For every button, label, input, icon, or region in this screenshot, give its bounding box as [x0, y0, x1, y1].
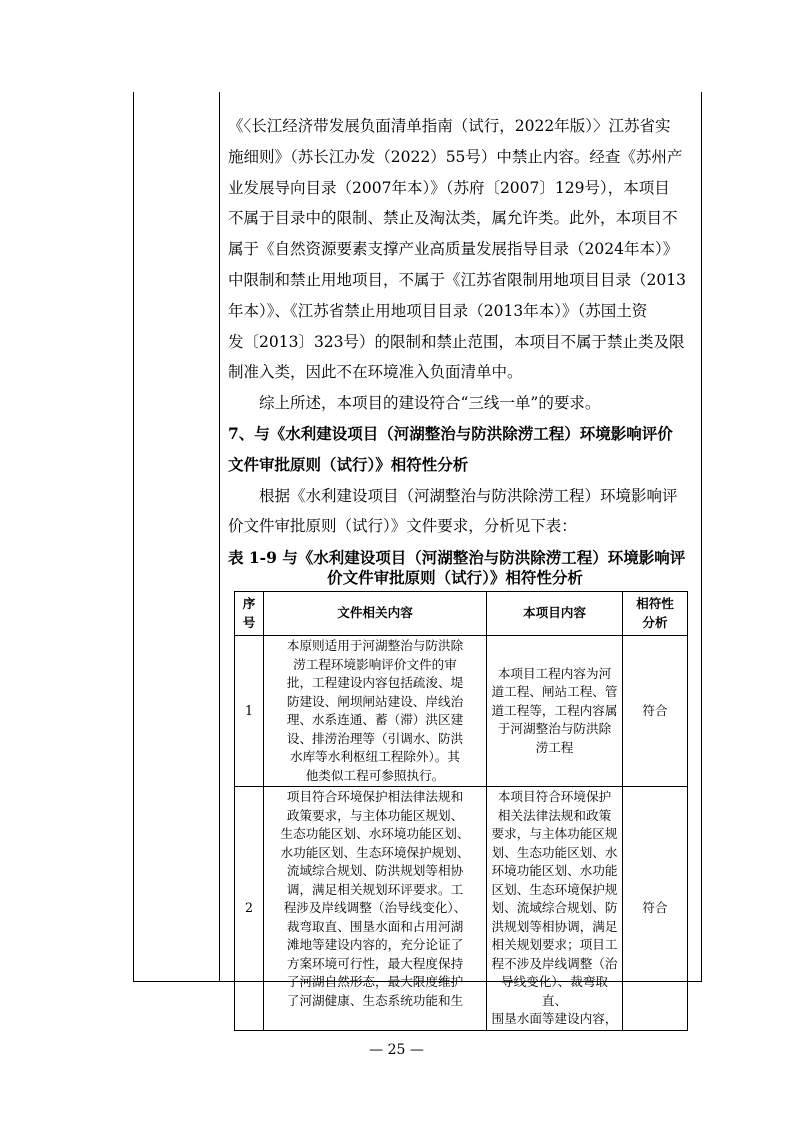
- header-compliance: 相符性 分析: [623, 592, 688, 636]
- row-doc-content: 项目符合环境保护相法律法规和 政策要求，与主体功能区规划、 生态功能区划、水环境功能区划、 水功能区划、生态环境保护规划、 流域综合规划、防洪规划等相协 调，满足相关规划环评要求。工 程涉及岸线调整（治导线变化）、 裁弯取直、围垦水面和占用河湖 滩地等建设内容的，充分论证了 方案环境可行性，最大程度保持 了河湖自然形态，最大限度维护 了河湖健康、生态系统功能和生: [264, 787, 487, 1031]
- summary-paragraph: 综上所述，本项目的建设符合“三线一单”的要求。: [259, 394, 601, 413]
- row-result: 符合: [623, 636, 688, 787]
- table-row: [235, 787, 688, 1031]
- header-doc-content: 文件相关内容: [264, 592, 487, 636]
- header-seq: 序 号: [235, 592, 264, 636]
- row-seq: 2: [235, 787, 264, 1031]
- header-project-content: 本项目内容: [487, 592, 623, 636]
- row-result: 符合: [623, 787, 688, 1031]
- table-caption-line2: 价文件审批原则（试行）》相符性分析: [327, 568, 583, 588]
- compliance-table: [234, 591, 688, 1031]
- row-project-content: 本项目工程内容为河 道工程、闸站工程、管 道工程等，工程内容属 于河湖整治与防洪除 涝工程: [487, 636, 623, 787]
- table-caption-line1: 表 1-9 与《水利建设项目（河湖整治与防洪除涝工程）环境影响评: [228, 548, 686, 568]
- body-line: 中限制和禁止用地项目，不属于《江苏省限制用地项目目录（2013: [228, 270, 686, 289]
- section-heading-line1: 7、与《水利建设项目（河湖整治与防洪除涝工程）环境影响评价: [228, 423, 673, 443]
- body-line: 制准入类，因此不在环境准入负面清单中。: [228, 363, 523, 382]
- intro-line2: 价文件审批原则（试行）》文件要求，分析见下表：: [228, 517, 577, 536]
- body-line: 《〈长江经济带发展负面清单指南（试行，2022年版）〉江苏省实: [228, 117, 671, 135]
- row-project-content: 本项目符合环境保护 相关法律法规和政策 要求，与主体功能区规 划、生态功能区划、水 环境功能区划、水功能 区划、生态环境保护规 划、流域综合规划、防 洪规划等相协调，满足 相关规划要求；项目工 程不涉及岸线调整（治 导线变化）、裁弯取直、 围垦水面等建设内容，: [487, 787, 623, 1031]
- column-divider: [219, 92, 220, 981]
- body-line: 发〔2013〕323号）的限制和禁止范围，本项目不属于禁止类及限: [228, 332, 685, 351]
- body-line: 年本）》、《江苏省禁止用地项目目录（2013年本）》（苏国土资: [228, 301, 648, 320]
- table-row: [235, 636, 688, 787]
- intro-line1: 根据《水利建设项目（河湖整治与防洪除涝工程）环境影响评: [259, 486, 678, 505]
- section-heading-line2: 文件审批原则（试行）》相符性分析: [228, 454, 469, 474]
- body-line: 业发展导向目录（2007年本）》（苏府〔2007〕129号），本项目: [228, 178, 670, 197]
- body-line: 属于《自然资源要素支撑产业高质量发展指导目录（2024年本）》: [228, 240, 679, 259]
- row-doc-content: 本原则适用于河湖整治与防洪除 涝工程环境影响评价文件的审 批，工程建设内容包括疏浚、堤 防建设、闸坝闸站建设、岸线治 理、水系连通、蓄（滞）洪区建 设、排涝治理等（引调水、防洪 水库等水利枢纽工程除外）。其 他类似工程可参照执行。: [264, 636, 487, 787]
- body-line: 不属于目录中的限制、禁止及淘汰类，属允许类。此外，本项目不: [228, 209, 678, 228]
- body-line: 施细则》（苏长江办发（2022）55号）中禁止内容。经查《苏州产: [228, 147, 683, 166]
- row-seq: 1: [235, 636, 264, 787]
- main-content: [228, 111, 692, 588]
- page-number: — 25 —: [369, 1042, 424, 1058]
- table-header-row: [235, 592, 688, 636]
